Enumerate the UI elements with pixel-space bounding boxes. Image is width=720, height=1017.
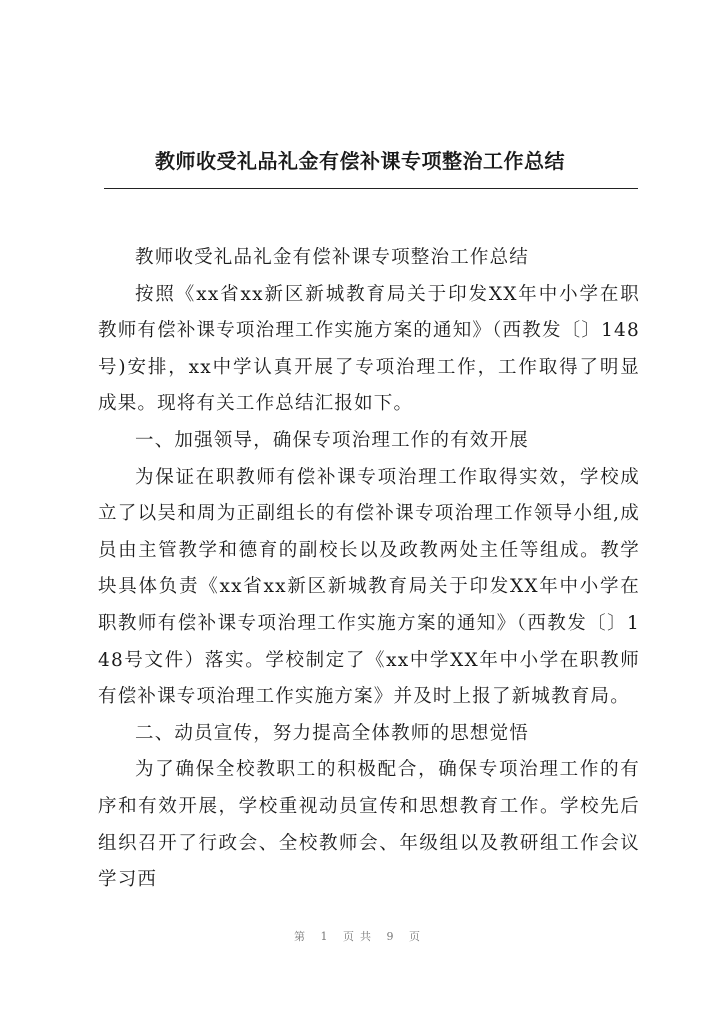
paragraph-intro: 按照《xx省xx新区新城教育局关于印发XX年中小学在职教师有偿补课专项治理工作实施方案的通知》（西教发〔〕148号)安排，xx中学认真开展了专项治理工作，工作取得了明显成果。现将有关工作总结汇报如下。: [98, 283, 640, 415]
section-heading-2: 二、动员宣传，努力提高全体教师的思想觉悟: [135, 722, 530, 744]
document-title: 教师收受礼品礼金有偿补课专项整治工作总结: [155, 149, 565, 173]
paragraph-section-2: 为了确保全校教职工的积极配合，确保专项治理工作的有序和有效开展，学校重视动员宣传和思想教育工作。学校先后组织召开了行政会、全校教师会、年级组以及教研组工作会议学习西: [98, 759, 640, 891]
paragraph-section-1: 为保证在职教师有偿补课专项治理工作取得实效，学校成立了以吴和周为正副组长的有偿补课专项治理工作领导小组,成员由主管教学和德育的副校长以及政教两处主任等组成。教学块具体负责《xx省xx新区新城教育局关于印发XX年中小学在职教师有偿补课专项治理工作实施方案的通知》（西教发〔〕148号文件）落实。学校制定了《xx中学XX年中小学在职教师有偿补课专项治理工作实施方案》并及时上报了新城教育局。: [98, 466, 640, 708]
section-heading-1: 一、加强领导，确保专项治理工作的有效开展: [135, 429, 530, 451]
paragraph-heading-repeat: 教师收受礼品礼金有偿补课专项整治工作总结: [135, 247, 530, 268]
document-body: [98, 240, 640, 899]
title-divider: [104, 188, 638, 189]
page-number-footer: 第 1 页共 9 页: [294, 930, 426, 943]
